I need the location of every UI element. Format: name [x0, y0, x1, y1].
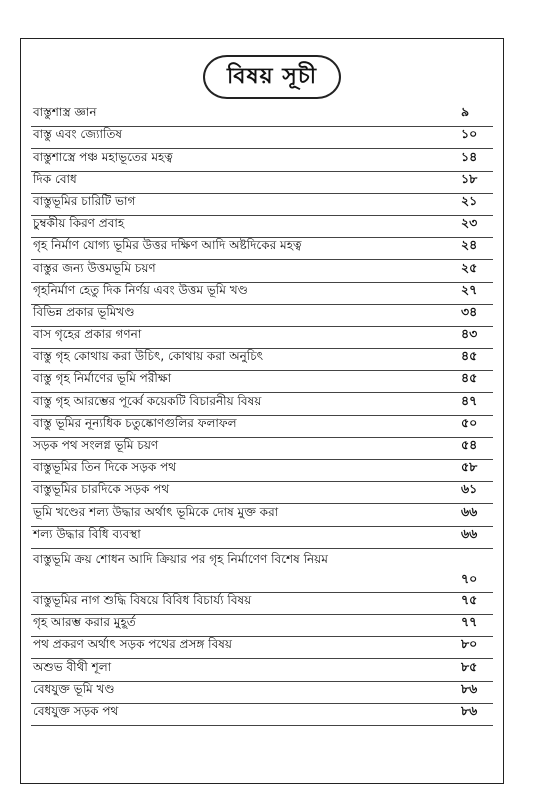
toc-row	[31, 460, 493, 482]
toc-entry-title: বাস্তুশাস্ত্রে পঞ্চ মহাভূতের মহত্ব	[33, 149, 173, 164]
toc-entry-page: ৭৫	[461, 591, 478, 607]
toc-row	[31, 682, 493, 704]
toc-entry-title: চুম্বকীয় কিরণ প্রবাহ	[33, 216, 125, 231]
toc-entry-page: ৬৬	[461, 503, 478, 519]
toc-row	[31, 172, 493, 194]
toc-row	[31, 105, 493, 127]
toc-entry-page: ৪৩	[461, 326, 478, 342]
toc-row	[31, 416, 493, 438]
toc-row	[31, 127, 493, 149]
toc-entry-page: ৩৪	[461, 303, 478, 319]
toc-entry-page: ২৪	[461, 237, 478, 253]
toc-entry-title: শল্য উদ্ধার বিধি ব্যবস্থা	[33, 526, 141, 541]
toc-entry-page: ৪৭	[461, 392, 478, 408]
toc-entry-page: ৯	[461, 104, 470, 120]
toc-entry-page: ৪৫	[461, 370, 478, 386]
toc-row	[31, 349, 493, 371]
toc-entry-title: বাস্তু গৃহ নির্মাণের ভূমি পরীক্ষা	[33, 371, 172, 386]
toc-row	[31, 504, 493, 526]
toc-entry-title: গৃহ নির্মাণ যোগ্য ভূমির উত্তর দক্ষিণ আদি অষ্টদিকের মহত্ব	[33, 238, 302, 253]
toc-row	[31, 305, 493, 327]
toc-entry-page: ৮০	[461, 636, 478, 652]
toc-entry-page: ১০	[461, 126, 478, 142]
toc-entry-title: বাস্তুর জন্য উত্তমভূমি চয়ণ	[33, 260, 156, 275]
toc-entry-page: ৮৫	[461, 658, 478, 674]
toc-row	[31, 327, 493, 349]
toc-row	[31, 194, 493, 216]
table-of-contents	[31, 105, 493, 726]
toc-entry-page: ৬১	[461, 481, 478, 497]
toc-entry-title: বাস্তুভূমি ক্রয় শোধন আদি ক্রিয়ার পর গৃহ নির্মাণেণ বিশেষ নিয়ম	[33, 551, 328, 566]
toc-row	[31, 704, 493, 726]
toc-entry-page: ৬৬	[461, 525, 478, 541]
toc-entry-page: ৮৬	[461, 702, 478, 718]
toc-row	[31, 659, 493, 681]
toc-entry-title: বাস্তুভূমির নাগ শুদ্ধি বিষয়ে বিবিধ বিচার্য্য বিষয়	[33, 592, 252, 607]
toc-entry-title: বিভিন্ন প্রকার ভূমিখণ্ড	[33, 304, 135, 319]
toc-row	[31, 393, 493, 415]
title-box	[203, 55, 341, 99]
toc-entry-title: বাস্তুভূমির তিন দিকে সড়ক পথ	[33, 460, 177, 475]
toc-row	[31, 637, 493, 659]
toc-entry-page: ২৭	[461, 281, 478, 297]
toc-row	[31, 438, 493, 460]
toc-entry-title: বাস্তু ভূমির নূন্যধিক চতুষ্কোণগুলির ফলাফল	[33, 415, 237, 430]
toc-entry-title: বাস্তু এবং জ্যোতিষ	[33, 127, 123, 142]
toc-entry-title: বাস্তু গৃহ কোথায় করা উচিৎ, কোথায় করা অনুচিৎ	[33, 349, 264, 364]
toc-entry-title: বেধযুক্ত ভূমি খণ্ড	[33, 681, 115, 696]
toc-entry-title: বাস্তুভূমির চারদিকে সড়ক পথ	[33, 482, 170, 497]
toc-row	[31, 260, 493, 282]
page-title: বিষয় সূচী	[227, 63, 317, 89]
toc-row	[31, 149, 493, 171]
toc-row	[31, 549, 493, 593]
toc-entry-title: গৃহ আরম্ভ করার মুহূর্ত	[33, 615, 136, 630]
toc-entry-page: ১৮	[461, 170, 478, 186]
toc-entry-page: ৫০	[461, 414, 478, 430]
toc-entry-title: দিক বোধ	[33, 171, 77, 186]
toc-entry-page: ২৫	[461, 259, 478, 275]
toc-row	[31, 371, 493, 393]
toc-entry-title: গৃহনির্মাণ হেতু দিক নির্ণয় এবং উত্তম ভূমি খণ্ড	[33, 282, 248, 297]
toc-entry-page: ১৪	[461, 148, 478, 164]
toc-entry-page: ৮৬	[461, 680, 478, 696]
toc-entry-title: ভূমি খণ্ডের শল্য উদ্ধার অর্থাৎ ভূমিকে দোষ মুক্ত করা	[33, 504, 279, 519]
toc-row	[31, 527, 493, 549]
toc-entry-title: পথ প্রকরণ অর্থাৎ সড়ক পথের প্রসঙ্গ বিষয়	[33, 637, 232, 652]
toc-entry-page: ৫৮	[461, 459, 478, 475]
toc-entry-page: ২৩	[461, 215, 478, 231]
toc-entry-title: বেধযুক্ত সড়ক পথ	[33, 703, 119, 718]
toc-entry-title: বাস গৃহের প্রকার গণনা	[33, 327, 142, 342]
toc-entry-title: সড়ক পথ সংলগ্ন ভূমি চয়ণ	[33, 438, 159, 452]
toc-row	[31, 593, 493, 615]
page-frame	[20, 38, 504, 784]
toc-entry-page: ৭০	[461, 570, 478, 586]
toc-row	[31, 216, 493, 238]
toc-entry-page: ৪৫	[461, 348, 478, 364]
toc-entry-page: ২১	[461, 192, 478, 208]
toc-entry-title: অশুভ বীথী শূলা	[33, 659, 112, 674]
toc-row	[31, 615, 493, 637]
toc-entry-title: বাস্তুশাস্ত্র জ্ঞান	[33, 105, 97, 120]
toc-entry-title: বাস্তুভূমির চারিটি ভাগ	[33, 193, 136, 208]
toc-row	[31, 238, 493, 260]
toc-entry-title: বাস্তু গৃহ আরম্ভের পূর্ব্বে কয়েকটি বিচারনীয় বিষয়	[33, 393, 262, 408]
toc-row	[31, 283, 493, 305]
toc-row	[31, 482, 493, 504]
toc-entry-page: ৫৪	[461, 437, 478, 452]
toc-entry-page: ৭৭	[461, 614, 478, 630]
